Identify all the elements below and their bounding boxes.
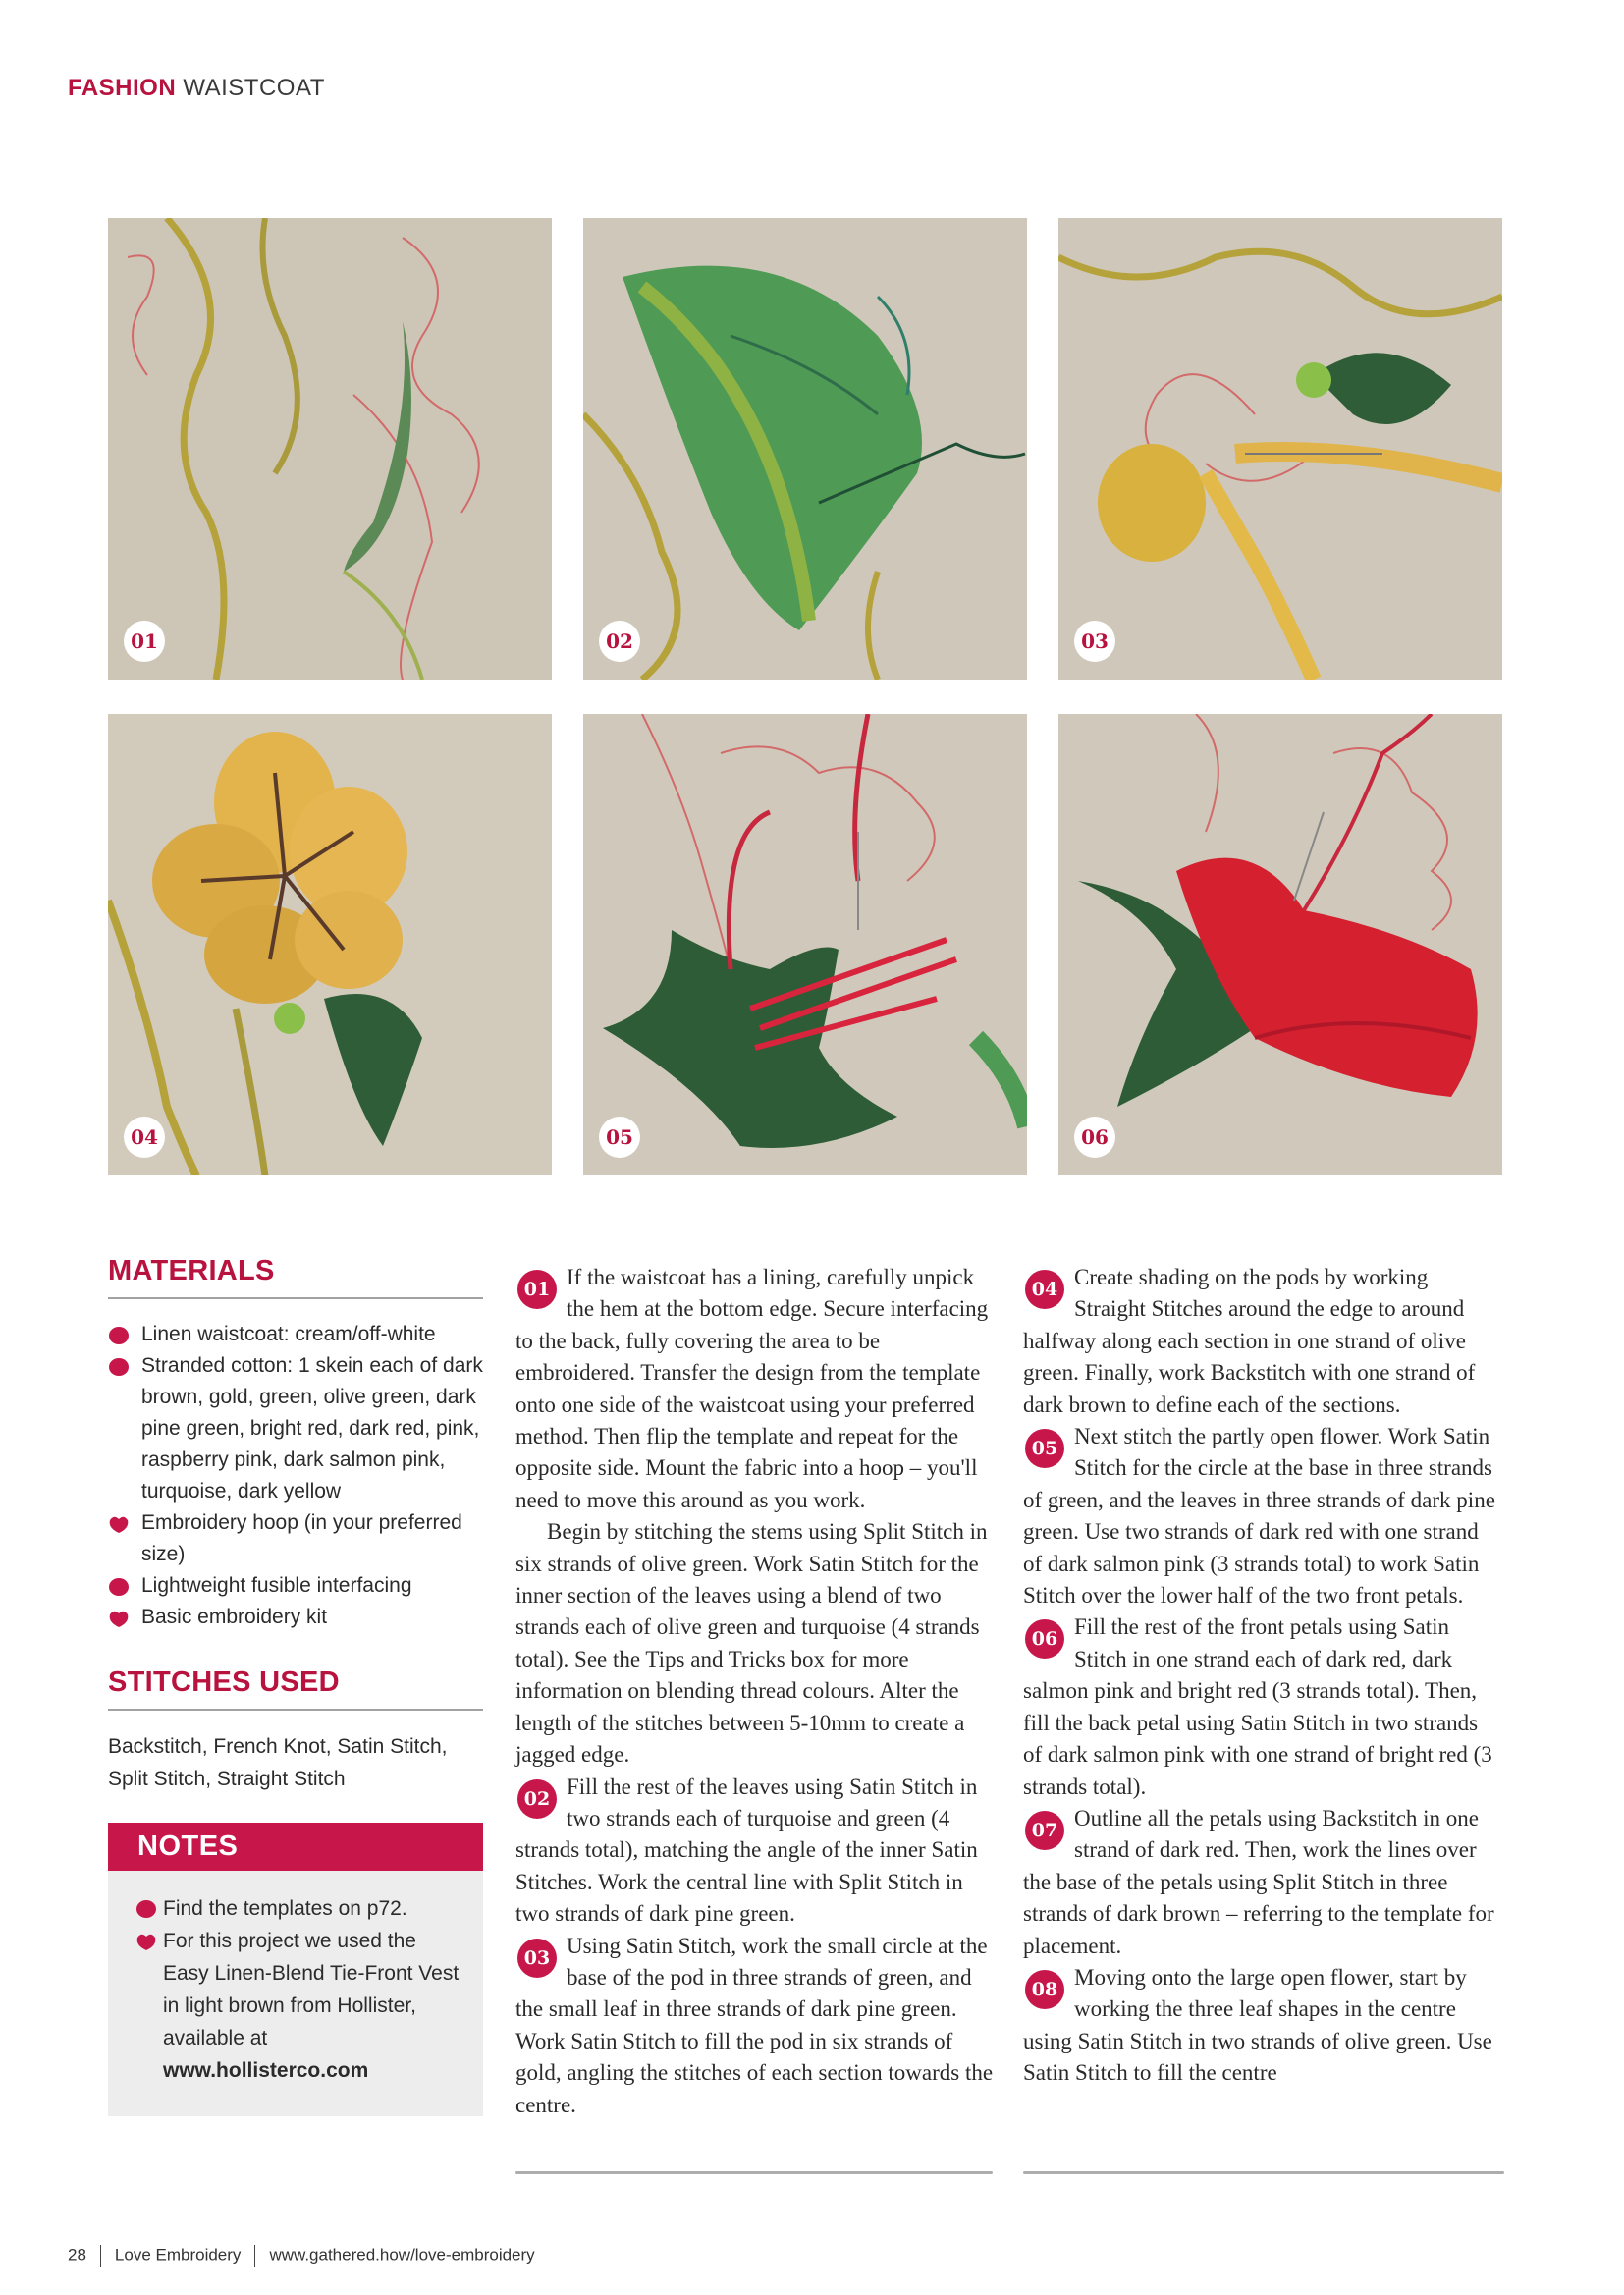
photo-badge-06: 06 [1074,1117,1115,1158]
step-number-06: 06 [1025,1619,1064,1659]
step-number-08: 08 [1025,1970,1064,2009]
column-2-divider [1023,2171,1504,2174]
materials-list [108,1319,483,1633]
notes-body [108,1871,483,2087]
step-number-07: 07 [1025,1811,1064,1850]
step-photo-02 [583,218,1027,680]
green-leaf-red-petal-embroidery-image [583,714,1027,1175]
notes-box [108,1823,483,2116]
step-08: 08 Moving onto the large open flower, start by working the three leaf shapes in the centre using Satin Stitch in two strands of olive green. Use Satin Stitch to fill the centre [1023,1964,1492,2086]
step-06: 06 Fill the rest of the front petals using Satin Stitch in one strand each of dark red, dark salmon pink and bright red (3 strands total). Then, fill the back petal using Satin Stitch in two strands of dark salmon pink with one strand of bright red (3 strands total). [1023,1614,1492,1799]
materials-item: Stranded cotton: 1 skein each of dark brown, gold, green, olive green, dark pine green, bright red, dark red, pink, raspberry pink, dark salmon pink, turquoise, dark yellow [108,1350,483,1507]
pink-bullet-icon [135,1932,157,1951]
section-subtitle: WAISTCOAT [183,75,325,101]
pink-bullet-icon [108,1514,130,1534]
step-01: 01 If the waistcoat has a lining, carefully unpick the hem at the bottom edge. Secure interfacing to the back, fully covering the area to be embroidered. Transfer the design from the template onto one side of the waistcoat using your preferred method. Then flip the template and repeat for the opposite side. Mount the fabric into a hoop – you'll need to move this around as you work. [515,1265,989,1512]
footer-separator [100,2245,101,2267]
materials-item: Lightweight fusible interfacing [108,1570,483,1602]
note-item: For this project we used the Easy Linen-Blend Tie-Front Vest in light brown from Hollister, available at www.hollisterco.com [134,1925,465,2087]
notes-heading: NOTES [108,1823,483,1871]
section-name: FASHION [68,75,177,101]
step-number-05: 05 [1025,1429,1064,1468]
step-photo-06 [1058,714,1502,1175]
pink-bullet-icon [108,1609,130,1628]
photo-badge-05: 05 [599,1117,640,1158]
note-item: Find the templates on p72. [134,1892,465,1925]
footer-separator [254,2245,255,2267]
pink-bullet-icon [108,1357,130,1377]
step-07: 07 Outline all the petals using Backstitch in one strand of dark red. Then, work the lines over the base of the petals using Split Stitch in three strands of dark brown – referring to the template for placement. [1023,1805,1494,1958]
step-number-03: 03 [517,1939,557,1978]
step-number-04: 04 [1025,1270,1064,1309]
stem-leaf-embroidery-image [108,218,552,680]
text-column-2 [1023,1262,1502,2090]
step-02: 02 Fill the rest of the leaves using Satin Stitch in two strands each of turquoise and green (4 strands total), matching the angle of the inner Satin Stitches. Work the central line with Split Stitch in two strands of dark pine green. [515,1774,978,1927]
step-01-continued: Begin by stitching the stems using Split Stitch in six strands of olive green. Work Satin Stitch for the inner section of the leaves using a blend of two strands each of olive green and turquoise (4 strands total). See the Tips and Tricks box for more information on blending thread colours. Alter the length of the stitches between 5-10mm to create a jagged edge. [515,1519,988,1768]
section-header [68,75,325,102]
stitches-divider [108,1709,483,1711]
stitches-heading: STITCHES USED [108,1667,340,1698]
step-number-01: 01 [517,1270,557,1309]
step-04: 04 Create shading on the pods by working Straight Stitches around the edge to around halfway along each section in one strand of olive green. Finally, work Backstitch with one strand of dark brown to define each of the sections. [1023,1265,1476,1417]
photo-badge-04: 04 [124,1117,165,1158]
materials-heading: MATERIALS [108,1255,275,1286]
materials-divider [108,1297,483,1299]
text-column-1 [515,1262,995,2121]
sidebar [108,1255,483,2116]
materials-item: Embroidery hoop (in your preferred size) [108,1507,483,1570]
step-photo-03 [1058,218,1502,680]
pink-bullet-icon [135,1899,157,1919]
materials-item: Linen waistcoat: cream/off-white [108,1319,483,1350]
pink-bullet-icon [108,1326,130,1345]
magazine-name: Love Embroidery [114,2245,242,2265]
pink-bullet-icon [108,1577,130,1597]
photo-badge-02: 02 [599,621,640,662]
step-photo-01 [108,218,552,680]
footer-url[interactable]: www.gathered.how/love-embroidery [269,2245,535,2265]
page-footer [68,2245,535,2267]
photo-badge-03: 03 [1074,621,1115,662]
leaf-embroidery-image [583,218,1027,680]
red-flower-embroidery-image [1058,714,1502,1175]
page-number: 28 [68,2245,86,2265]
stitches-text: Backstitch, French Knot, Satin Stitch, Split Stitch, Straight Stitch [108,1735,448,1790]
step-photo-04 [108,714,552,1175]
photo-badge-01: 01 [124,621,165,662]
step-03: 03 Using Satin Stitch, work the small circle at the base of the pod in three strands of green, and the small leaf in three strands of dark pine green. Work Satin Stitch to fill the pod in six strands of gold, angling the stitches of each section towards the centre. [515,1933,994,2117]
step-number-02: 02 [517,1779,557,1819]
pod-embroidery-image [1058,218,1502,680]
step-photo-05 [583,714,1027,1175]
materials-item: Basic embroidery kit [108,1602,483,1633]
yellow-flower-embroidery-image [108,714,552,1175]
step-05: 05 Next stitch the partly open flower. Work Satin Stitch for the circle at the base in three strands of green, and the leaves in three strands of dark pine green. Use two strands of dark red with one strand of dark salmon pink (3 strands total) to work Satin Stitch over the lower half of the two front petals. [1023,1424,1495,1609]
hollister-link[interactable]: www.hollisterco.com [163,2059,369,2082]
column-1-divider [515,2171,993,2174]
